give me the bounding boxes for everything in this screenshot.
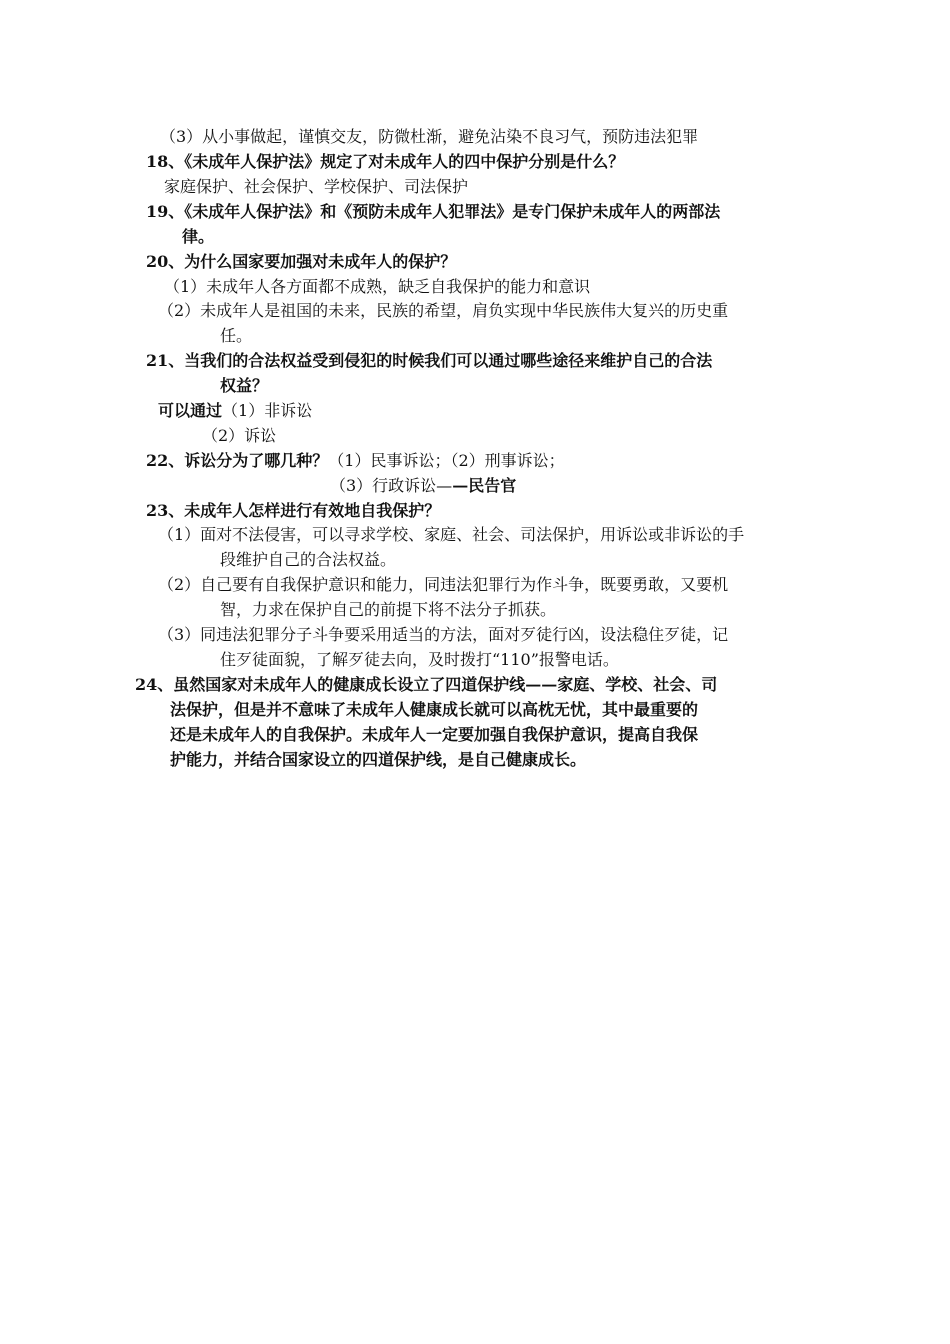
answer-23-item-1: （1）面对不法侵害，可以寻求学校、家庭、社会、司法保护，用诉讼或非诉讼的手 — [158, 525, 745, 544]
answer-23-item-3: （3）同违法犯罪分子斗争要采用适当的方法，面对歹徒行凶，设法稳住歹徒，记 — [158, 625, 729, 644]
question-23: 23、未成年人怎样进行有效地自我保护？ — [146, 501, 441, 520]
answer-21-item-1: （1）非诉讼 — [222, 401, 313, 420]
answer-21-line-1 — [158, 399, 312, 423]
question-19: 19、《未成年人保护法》和《预防未成年人犯罪法》是专门保护未成年人的两部法 — [146, 202, 721, 221]
question-20: 20、为什么国家要加强对未成年人的保护？ — [146, 252, 457, 271]
answer-22-items: （1）民事诉讼；（2）刑事诉讼； — [328, 451, 565, 470]
answer-20-item-2: （2）未成年人是祖国的未来，民族的希望，肩负实现中华民族伟大复兴的历史重 — [158, 301, 729, 320]
question-21-cont: 权益？ — [220, 376, 269, 395]
item-24: 24、虽然国家对未成年人的健康成长设立了四道保护线——家庭、学校、社会、司 — [135, 675, 718, 694]
question-21: 21、当我们的合法权益受到侵犯的时候我们可以通过哪些途径来维护自己的合法 — [146, 351, 713, 370]
answer-22-item-3 — [330, 474, 516, 498]
answer-23-item-2: （2）自己要有自我保护意识和能力，同违法犯罪行为作斗争，既要勇敢，又要机 — [158, 575, 729, 594]
answer-17-item-3: （3）从小事做起，谨慎交友，防微杜渐，避免沾染不良习气，预防违法犯罪 — [160, 127, 699, 146]
answer-23-item-3-cont: 住歹徒面貌，了解歹徒去向，及时拨打“110”报警电话。 — [220, 650, 619, 669]
answer-20-item-2-cont: 任。 — [220, 326, 253, 345]
answer-23-item-1-cont: 段维护自己的合法权益。 — [220, 550, 397, 569]
item-24-cont-2: 还是未成年人的自我保护。未成年人一定要加强自我保护意识，提高自我保 — [170, 725, 699, 744]
answer-22-item-3-note: —民告官 — [452, 476, 517, 495]
question-22-line — [146, 449, 565, 473]
item-24-cont-1: 法保护，但是并不意味了未成年人健康成长就可以高枕无忧，其中最重要的 — [170, 700, 699, 719]
answer-22-item-3-text: （3）行政诉讼— — [330, 476, 453, 495]
question-19-cont: 律。 — [182, 227, 215, 246]
question-18: 18、《未成年人保护法》规定了对未成年人的四中保护分别是什么？ — [146, 152, 625, 171]
answer-20-item-1: （1）未成年人各方面都不成熟，缺乏自我保护的能力和意识 — [164, 277, 591, 296]
item-24-cont-3: 护能力，并结合国家设立的四道保护线，是自己健康成长。 — [170, 750, 587, 769]
answer-18: 家庭保护、社会保护、学校保护、司法保护 — [164, 177, 469, 196]
answer-23-item-2-cont: 智，力求在保护自己的前提下将不法分子抓获。 — [220, 600, 557, 619]
answer-21-item-2: （2）诉讼 — [202, 426, 277, 445]
question-22: 22、诉讼分为了哪几种？ — [146, 451, 329, 470]
answer-21-lead: 可以通过 — [158, 401, 223, 420]
